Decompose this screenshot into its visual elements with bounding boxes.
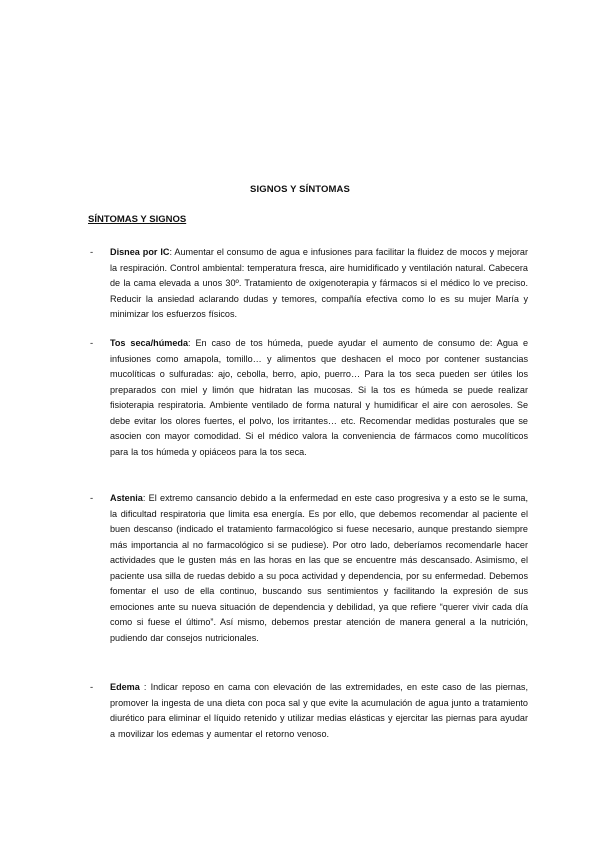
list-item-term: Tos seca/húmeda [110, 338, 189, 348]
document-title: SIGNOS Y SÍNTOMAS [250, 184, 350, 195]
list-item-body: En caso de tos húmeda, puede ayudar el aumento de consumo de: Agua e infusiones como amapola, tomillo… y alimentos que deshacen el moco por contener sustancias mucolíticas o sulfuradas: ajo, cebolla, berro, apio, puerro… Para la tos seca pueden ser útiles los preparados con miel y limón que hidratan las mucosas. Si la tos es húmeda se puede realizar fisioterapia respiratoria. Ambiente ventilado de forma natural y humidificar el aire con aerosoles. Se debe evitar los olores fuertes, el polvo, los irritantes… etc. Recomendar medidas posturales que se asocien con mayor comodidad. Si el médico valora la conveniencia de fármacos como mucolíticos para la tos húmeda y opiáceos para la tos seca. [110, 338, 528, 457]
list-item-text [110, 336, 528, 460]
list-bullet: - [90, 247, 94, 258]
list-item-body: El extremo cansancio debido a la enfermedad en este caso progresiva y a esto se le suma, la dificultad respiratoria que limita esa energía. Es por ello, que debemos recomendar al paciente el buen descanso (indicado el tratamiento farmacológico si fuese necesario, aunque prestando siempre más importancia al no farmacológico si se pudiese). Por otro lado, deberíamos recomendarle hacer actividades que le gusten más en las horas en las que se encuentre más descansado. Asimismo, el paciente usa silla de ruedas debido a su poca actividad y dependencia, por su enfermedad. Debemos fomentar el uso de ella continuo, buscando sus sentimientos y facilitando la expresión de sus emociones ante su nueva situación de dependencia y debilidad, ya que refiere “querer vivir cada día como si fuese el último”. Así mismo, debemos prestar atención de manera general a la nutrición, pudiendo dar consejos nutricionales. [110, 493, 528, 643]
list-bullet: - [90, 338, 94, 349]
list-item-text [110, 491, 528, 646]
list-item-text [110, 680, 528, 742]
list-item-body: Aumentar el consumo de agua e infusiones para facilitar la fluidez de mocos y mejorar la respiración. Control ambiental: temperatura fresca, aire humidificado y ventilación natural. Cabecera de la cama elevada a unos 30º. Tratamiento de oxigenoterapia y fármacos si el médico lo ve preciso. Reducir la ansiedad aclarando dudas y temores, compañía efectiva como lo es su mujer María y minimizar los esfuerzos físicos. [110, 247, 528, 319]
list-item-tos [90, 336, 528, 460]
list-item-disnea [90, 245, 528, 323]
list-item-astenia [90, 491, 528, 646]
list-item-term: Disnea por IC [110, 247, 170, 257]
list-item-separator: : [142, 493, 146, 503]
list-bullet: - [90, 493, 94, 504]
list-item-separator: : [188, 338, 191, 348]
list-item-term: Astenia [110, 493, 143, 503]
list-item-term: Edema [110, 682, 140, 692]
list-item-body: Indicar reposo en cama con elevación de las extremidades, en este caso de las piernas, promover la ingesta de una dieta con poca sal y que evite la acumulación de agua junto a tratamiento diurético para eliminar el líquido retenido y utilizar medias elásticas y ejercitar las piernas para ayudar a movilizar los edemas y aumentar el retorno venoso. [110, 682, 528, 739]
list-item-edema [90, 680, 528, 742]
list-bullet: - [90, 682, 94, 693]
list-item-separator: : [169, 247, 172, 257]
list-item-text [110, 245, 528, 323]
section-heading: SÍNTOMAS Y SIGNOS [88, 214, 187, 225]
list-item-separator: : [139, 682, 147, 692]
